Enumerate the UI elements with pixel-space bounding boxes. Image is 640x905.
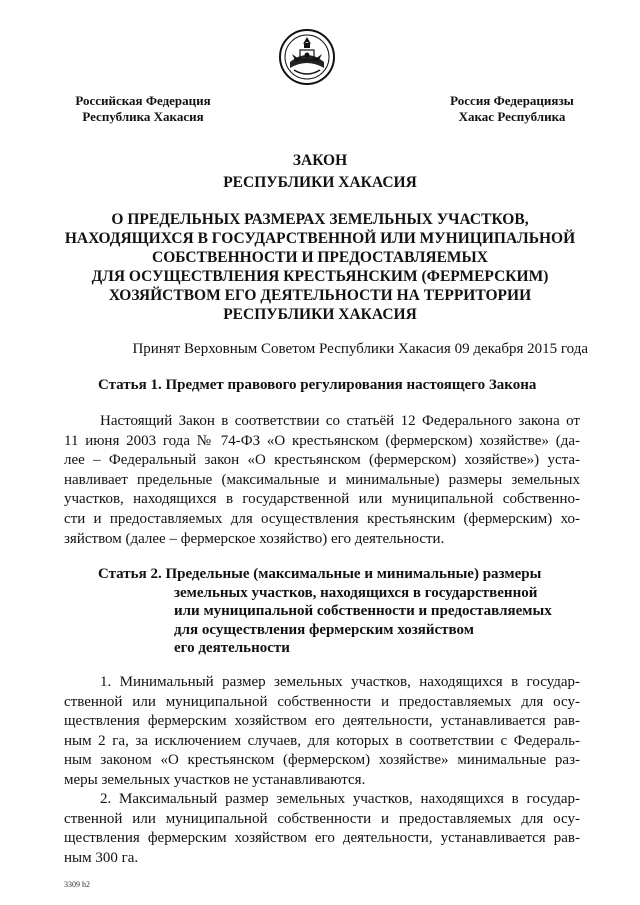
article2-paragraph1 — [64, 673, 580, 791]
heading-line: земельных участков, находящихся в государственной — [174, 584, 538, 601]
text-line: ственной или муниципальной собственности и предоставляемых для осу- — [64, 693, 580, 710]
heading-line: его деятельности — [174, 640, 290, 656]
adoption-statement: Принят Верховным Советом Республики Хакасия 09 декабря 2015 года — [132, 341, 588, 357]
text-line: зяйством (далее – фермерское хозяйство) его деятельности. — [64, 530, 445, 547]
coat-of-arms-emblem-icon — [278, 28, 336, 86]
article2-heading — [98, 565, 552, 658]
text-line: ществления фермерским хозяйством его деятельности, устанавливается рав- — [64, 713, 580, 730]
header-right-line: Хакас Республика — [458, 109, 566, 124]
header-left — [64, 93, 222, 125]
text-line: ществления фермерским хозяйством его деятельности, устанавливается рав- — [64, 830, 580, 847]
subject-title-line: О ПРЕДЕЛЬНЫХ РАЗМЕРАХ ЗЕМЕЛЬНЫХ УЧАСТКОВ, — [111, 211, 529, 228]
header-left-line: Республика Хакасия — [82, 109, 204, 124]
heading-line: или муниципальной собственности и предоставляемых — [174, 603, 552, 619]
text-line: ным 300 га. — [64, 849, 139, 866]
subject-title-line: ХОЗЯЙСТВОМ ЕГО ДЕЯТЕЛЬНОСТИ НА ТЕРРИТОРИИ — [108, 287, 532, 304]
law-title — [60, 151, 580, 192]
header-right-line: Россия Федерациязы — [450, 93, 574, 108]
law-title-line: РЕСПУБЛИКИ ХАКАСИЯ — [223, 174, 417, 191]
text-line: навливает предельные (максимальные и минимальные) размеры земельных — [64, 471, 580, 488]
law-title-line: ЗАКОН — [292, 152, 348, 169]
subject-title-line: СОБСТВЕННОСТИ И ПРЕДОСТАВЛЯЕМЫХ — [152, 249, 488, 266]
heading-line: для осуществления фермерским хозяйством — [174, 621, 474, 638]
text-line: 11 июня 2003 года № 74-ФЗ «О крестьянском (фермерском) хозяйстве» (да- — [64, 432, 580, 449]
text-line: ным 2 га, за исключением случаев, для которых в соответствии с Федераль- — [64, 732, 580, 749]
text-line: лее – Федеральный закон «О крестьянском (фермерском) хозяйстве») уста- — [64, 452, 580, 469]
text-line: сти и предоставляемых для осуществления крестьянским (фермерским) хо- — [64, 510, 580, 527]
text-line: Настоящий Закон в соответствии со статьёй 12 Федерального закона от — [100, 413, 580, 429]
subject-title-line: НАХОДЯЩИХСЯ В ГОСУДАРСТВЕННОЙ ИЛИ МУНИЦИПАЛЬНОЙ — [64, 230, 576, 247]
article1-heading: Статья 1. Предмет правового регулирования настоящего Закона — [98, 377, 537, 393]
header-left-line: Российская Федерация — [75, 93, 211, 108]
text-line: ственной или муниципальной собственности и предоставляемых для осу- — [64, 810, 580, 827]
subject-title — [60, 210, 580, 324]
text-line: 2. Максимальный размер земельных участков, находящихся в государ- — [100, 791, 580, 807]
header-right — [438, 93, 586, 125]
footer-code: 3309 h2 — [64, 880, 90, 889]
article1-text — [64, 412, 580, 549]
text-line: 1. Минимальный размер земельных участков, находящихся в государ- — [100, 674, 580, 690]
subject-title-line: ДЛЯ ОСУЩЕСТВЛЕНИЯ КРЕСТЬЯНСКИМ (ФЕРМЕРСКИМ) — [91, 268, 549, 285]
text-line: ным законом «О крестьянском (фермерском) хозяйстве» минимальные раз- — [64, 752, 580, 769]
subject-title-line: РЕСПУБЛИКИ ХАКАСИЯ — [223, 306, 417, 323]
article2-paragraph2 — [64, 790, 580, 868]
heading-line: Статья 2. Предельные (максимальные и минимальные) размеры — [98, 566, 542, 582]
text-line: участков, находящихся в государственной или муниципальной собственно- — [64, 491, 580, 508]
text-line: меры земельных участков не устанавливаются. — [64, 771, 366, 788]
